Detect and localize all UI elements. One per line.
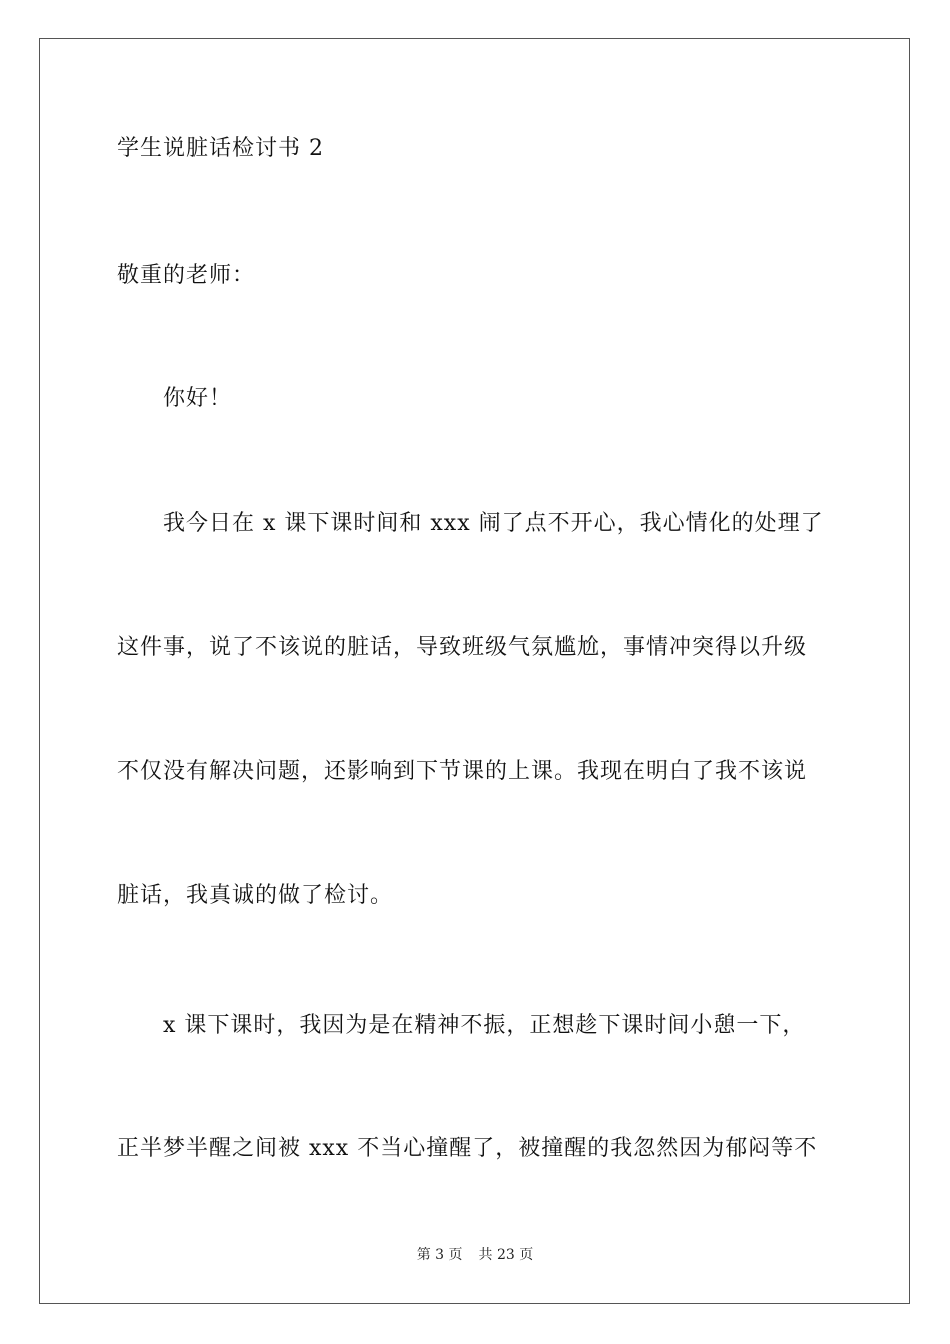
paragraph-1-line-1: 我今日在 x 课下课时间和 xxx 闹了点不开心，我心情化的处理了 — [163, 511, 824, 536]
page-total: 共 23 页 — [478, 1247, 534, 1263]
page-frame — [39, 38, 910, 1304]
page-footer — [0, 1246, 950, 1264]
paragraph-2-line-1: x 课下课时，我因为是在精神不振，正想趁下课时间小憩一下， — [163, 1013, 806, 1038]
greeting: 你好！ — [163, 386, 233, 411]
paragraph-1-line-3: 不仅没有解决问题，还影响到下节课的上课。我现在明白了我不该说 — [117, 759, 808, 784]
page-number: 第 3 页 — [416, 1247, 463, 1263]
document-title: 学生说脏话检讨书 2 — [117, 136, 324, 161]
paragraph-1-line-4: 脏话，我真诚的做了检讨。 — [117, 883, 394, 908]
salutation: 敬重的老师： — [117, 263, 256, 288]
paragraph-2-line-2: 正半梦半醒之间被 xxx 不当心撞醒了，被撞醒的我忽然因为郁闷等不 — [117, 1136, 818, 1161]
paragraph-1-line-2: 这件事，说了不该说的脏话，导致班级气氛尴尬，事情冲突得以升级 — [117, 635, 808, 660]
